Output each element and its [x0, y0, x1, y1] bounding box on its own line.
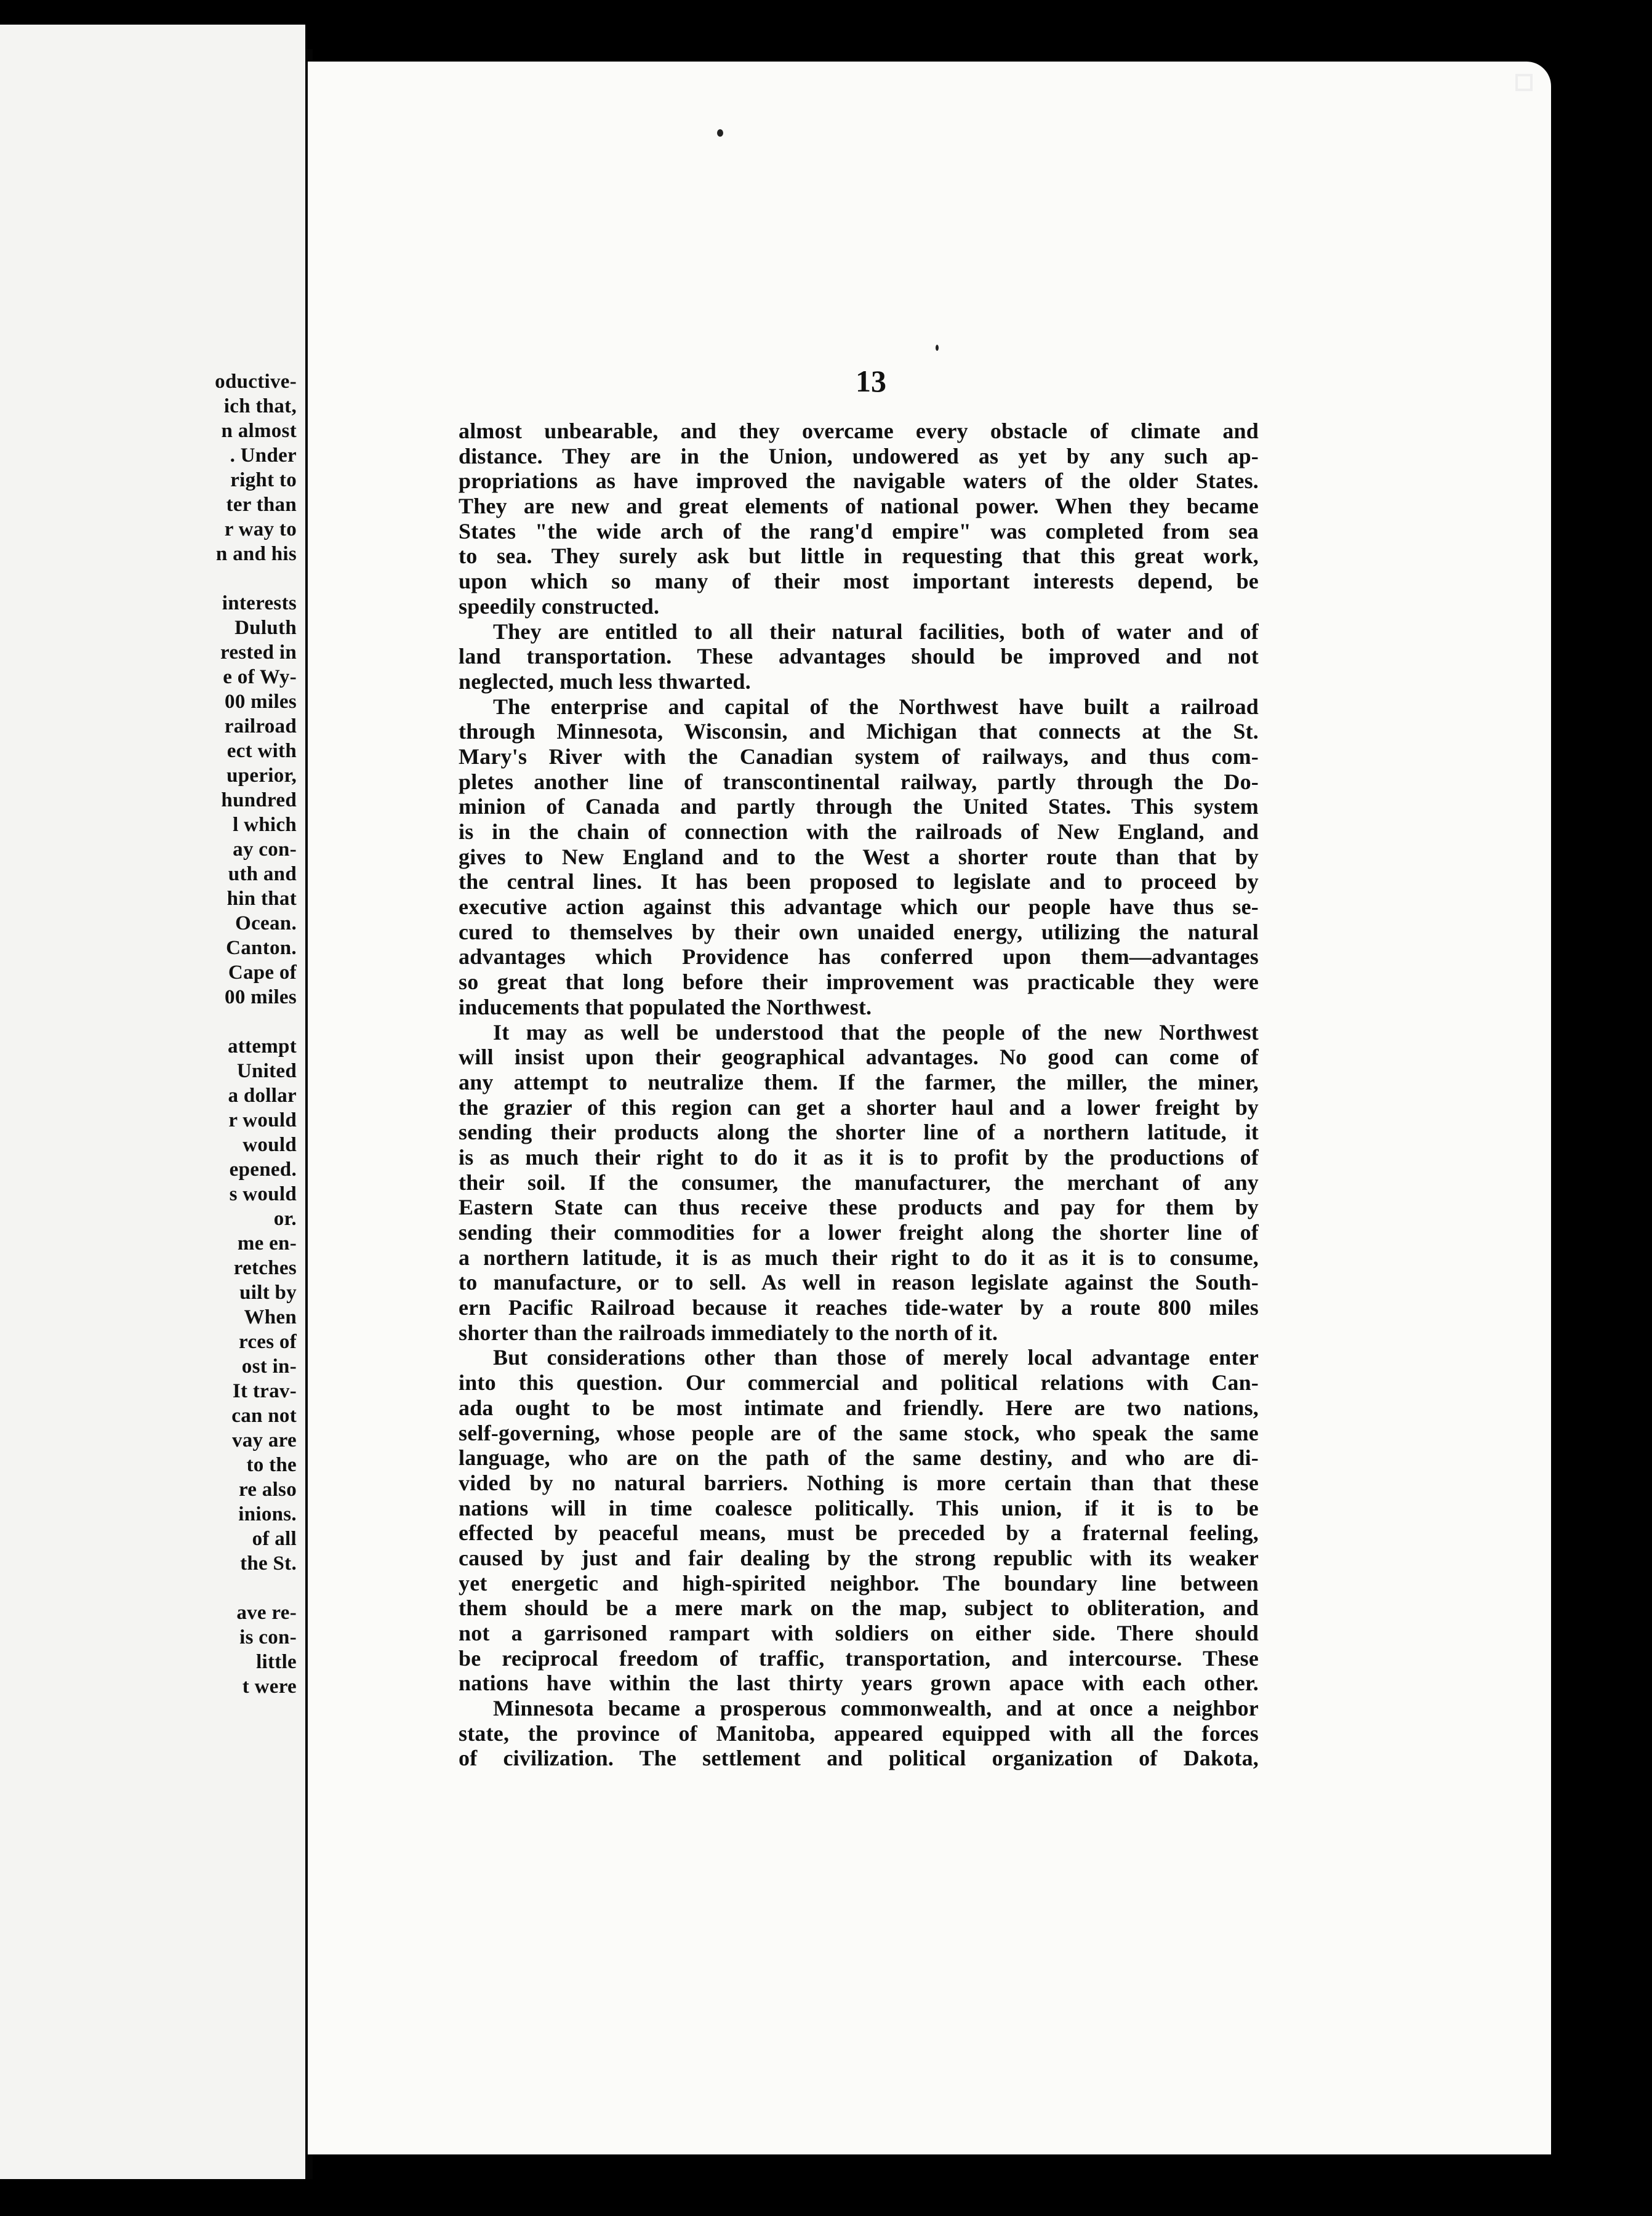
body-text-line: States "the wide arch of the rang'd empire" was completed from sea: [459, 518, 1259, 544]
left-page-line: can not: [231, 1405, 297, 1427]
left-page-line: rces of: [238, 1331, 297, 1353]
corner-mark: [1515, 74, 1533, 91]
left-page-line: n almost: [221, 420, 297, 442]
left-page-line: uperior,: [227, 765, 297, 787]
left-page-fragment: [0, 25, 305, 2179]
left-page-line: would: [243, 1134, 297, 1156]
body-text-line: speedily constructed.: [459, 593, 660, 619]
left-page-line: ter than: [226, 494, 297, 516]
body-text-line: so great that long before their improvement was practicable they were: [459, 970, 1259, 995]
left-page-line: uilt by: [239, 1282, 297, 1304]
body-text-line: executive action against this advantage which our people have thus se-: [459, 894, 1259, 920]
body-text-line: a northern latitude, it is as much their right to do it as it is to consume,: [459, 1245, 1259, 1270]
left-page-line: attempt: [227, 1035, 297, 1058]
left-page-line: s would: [229, 1183, 297, 1205]
body-text-line: distance. They are in the Union, undowered as yet by any such ap-: [459, 443, 1259, 468]
body-text-line: It may as well be understood that the people of the new Northwest: [493, 1019, 1259, 1045]
body-text-line: sending their commodities for a lower freight along the shorter line of: [459, 1220, 1259, 1245]
left-page-line: right to: [230, 469, 297, 491]
left-page-line: retches: [233, 1257, 297, 1279]
body-text-line: land transportation. These advantages should be improved and not: [459, 644, 1259, 669]
left-page-line: 00 miles: [225, 691, 297, 713]
body-text-line: into this question. Our commercial and political relations with Can-: [459, 1370, 1259, 1395]
body-text-line: Minnesota became a prosperous commonwealth, and at once a neighbor: [493, 1696, 1259, 1721]
body-text-line: sending their products along the shorter line of a northern latitude, it: [459, 1120, 1259, 1145]
body-text-line: is in the chain of connection with the railroads of New England, and: [459, 819, 1259, 844]
left-page-line: l which: [233, 814, 297, 836]
body-text-line: is as much their right to do it as it is to profit by the productions of: [459, 1144, 1259, 1170]
body-text-line: their soil. If the consumer, the manufacturer, the merchant of any: [459, 1170, 1259, 1195]
body-text-line: inducements that populated the Northwest.: [459, 994, 872, 1019]
left-page-line: me en-: [237, 1232, 297, 1255]
left-page-line: Ocean.: [235, 912, 297, 934]
left-page-line: When: [244, 1306, 297, 1328]
left-page-line: epened.: [229, 1158, 297, 1181]
body-text-line: state, the province of Manitoba, appeared equipped with all the forces: [459, 1720, 1259, 1746]
left-page-line: ost in-: [241, 1355, 297, 1378]
left-page-line: n and his: [215, 543, 297, 565]
body-text-line: language, who are on the path of the same destiny, and who are di-: [459, 1445, 1259, 1471]
left-page-line: United: [236, 1060, 297, 1082]
body-text-line: Eastern State can thus receive these products and pay for them by: [459, 1195, 1259, 1220]
body-text-line: nations will in time coalesce politically. This union, if it is to be: [459, 1495, 1259, 1520]
left-page-line: r would: [228, 1109, 297, 1131]
body-text-line: of civilization. The settlement and political organization of Dakota,: [459, 1746, 1259, 1771]
body-text-line: the central lines. It has been proposed to legislate and to proceed by: [459, 869, 1259, 894]
body-text-line: vided by no natural barriers. Nothing is more certain than that these: [459, 1470, 1259, 1495]
body-text-line: almost unbearable, and they overcame every obstacle of climate and: [459, 419, 1259, 443]
left-page-line: interests: [222, 592, 297, 614]
body-text-line: They are entitled to all their natural facilities, both of water and of: [493, 619, 1259, 644]
left-page-line: the St.: [240, 1552, 297, 1575]
body-text-line: advantages which Providence has conferred upon them—advantages: [459, 944, 1259, 970]
body-text: [459, 419, 1259, 1771]
left-page-line: or.: [273, 1208, 297, 1230]
left-page-line: ich that,: [223, 395, 297, 417]
left-page-line: It trav-: [232, 1380, 297, 1402]
body-text-line: The enterprise and capital of the Northwest have built a railroad: [493, 694, 1259, 719]
body-text-line: pletes another line of transcontinental railway, partly through the Do-: [459, 769, 1259, 794]
body-text-line: not a garrisoned rampart with soldiers on either side. There should: [459, 1621, 1259, 1645]
left-page-line: to the: [246, 1454, 297, 1476]
body-text-line: Mary's River with the Canadian system of railways, and thus com-: [459, 744, 1259, 769]
left-page-line: . Under: [230, 444, 297, 467]
left-page-line: Duluth: [235, 617, 297, 639]
body-text-line: yet energetic and high-spirited neighbor. The boundary line between: [459, 1570, 1259, 1596]
body-text-line: gives to New England and to the West a shorter route than that by: [459, 844, 1259, 869]
body-text-line: any attempt to neutralize them. If the farmer, the miller, the miner,: [459, 1069, 1259, 1094]
left-page-line: re also: [238, 1479, 297, 1501]
page-number: 13: [856, 364, 886, 398]
left-page-line: oductive-: [215, 371, 297, 393]
body-text-line: to sea. They surely ask but little in requesting that this great work,: [459, 544, 1259, 569]
left-page-line: 00 miles: [225, 986, 297, 1008]
left-page-line: ect with: [227, 740, 297, 762]
body-text-line: effected by peaceful means, must be preceded by a fraternal feeling,: [459, 1520, 1259, 1546]
left-page-line: of all: [252, 1528, 297, 1550]
paper-speck: [936, 345, 939, 351]
paper-speck: [717, 129, 723, 137]
body-text-line: minion of Canada and partly through the United States. This system: [459, 794, 1259, 819]
body-text-line: self-governing, whose people are of the same stock, who speak the same: [459, 1420, 1259, 1445]
body-text-line: to manufacture, or to sell. As well in reason legislate against the South-: [459, 1270, 1259, 1295]
body-text-line: ern Pacific Railroad because it reaches tide-water by a route 800 miles: [459, 1295, 1259, 1320]
left-page-line: inions.: [238, 1503, 297, 1525]
left-page-line: ay con-: [233, 838, 297, 861]
left-page-line: r way to: [224, 518, 297, 540]
left-page-line: t were: [242, 1676, 297, 1698]
body-text-line: upon which so many of their most important interests depend, be: [459, 569, 1259, 594]
body-text-line: propriations as have improved the navigable waters of the older States.: [459, 468, 1259, 494]
body-text-line: the grazier of this region can get a shorter haul and a lower freight by: [459, 1094, 1259, 1120]
left-page-line: hundred: [221, 789, 297, 811]
body-text-line: shorter than the railroads immediately to the north of it.: [459, 1320, 998, 1345]
body-text-line: will insist upon their geographical advantages. No good can come of: [459, 1045, 1259, 1070]
body-text-line: cured to themselves by their own unaided energy, utilizing the natural: [459, 919, 1259, 944]
left-page-line: railroad: [224, 715, 297, 737]
left-page-line: e of Wy-: [223, 666, 297, 688]
left-page-line: ave re-: [236, 1602, 297, 1624]
left-page-line: a dollar: [228, 1085, 297, 1107]
left-page-line: Canton.: [226, 937, 297, 959]
body-text-line: neglected, much less thwarted.: [459, 668, 751, 694]
left-page-line: hin that: [227, 888, 297, 910]
body-text-line: ada ought to be most intimate and friendly. Here are two nations,: [459, 1395, 1259, 1420]
body-text-line: But considerations other than those of merely local advantage enter: [493, 1345, 1259, 1370]
left-page-line: is con-: [239, 1626, 297, 1648]
left-page-line: little: [256, 1651, 297, 1673]
left-page-line: rested in: [220, 641, 297, 664]
body-text-line: them should be a mere mark on the map, subject to obliteration, and: [459, 1596, 1259, 1621]
left-page-line: uth and: [228, 863, 297, 885]
body-text-line: They are new and great elements of national power. When they became: [459, 494, 1259, 519]
body-text-line: through Minnesota, Wisconsin, and Michigan that connects at the St.: [459, 719, 1259, 744]
body-text-line: caused by just and fair dealing by the strong republic with its weaker: [459, 1545, 1259, 1570]
body-text-line: nations have within the last thirty years grown apace with each other.: [459, 1671, 1259, 1696]
left-page-line: Cape of: [228, 961, 297, 984]
body-text-line: be reciprocal freedom of traffic, transportation, and intercourse. These: [459, 1645, 1259, 1671]
left-page-line: vay are: [231, 1429, 297, 1451]
